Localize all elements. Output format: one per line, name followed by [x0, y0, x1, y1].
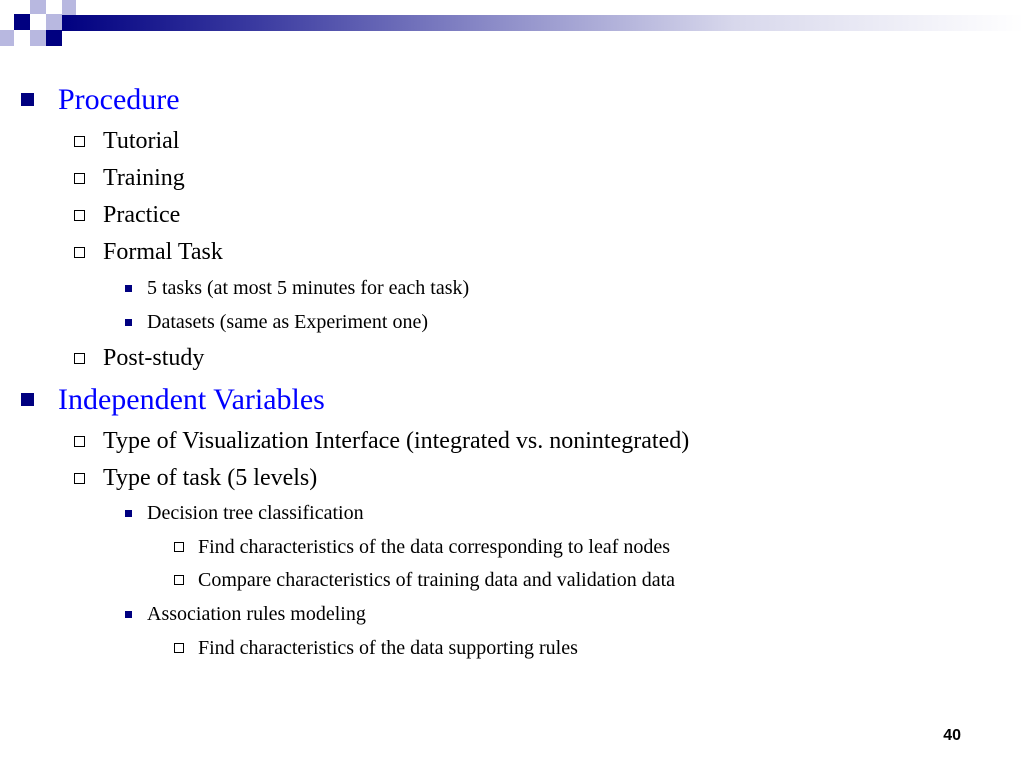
small-filled-square-icon: [125, 319, 132, 326]
small-hollow-square-icon: [174, 542, 184, 552]
filled-square-icon: [21, 93, 34, 106]
list-item-label: Decision tree classification: [147, 502, 364, 524]
small-hollow-square-icon: [174, 575, 184, 585]
list-item-label: Datasets (same as Experiment one): [147, 311, 429, 333]
hollow-square-icon: [74, 247, 85, 258]
list-item-label: Tutorial: [103, 128, 180, 154]
hollow-square-icon: [74, 353, 85, 364]
list-item-label: Compare characteristics of training data and validation data: [198, 569, 676, 591]
hollow-square-icon: [74, 473, 85, 484]
hollow-square-icon: [74, 173, 85, 184]
list-item-label: Training: [103, 165, 185, 191]
hollow-square-icon: [74, 210, 85, 221]
list-item-label: Type of task (5 levels): [103, 465, 318, 491]
list-item-label: Find characteristics of the data corresponding to leaf nodes: [198, 536, 671, 558]
heading-text: Procedure: [58, 83, 180, 116]
list-item-label: Type of Visualization Interface (integrated vs. nonintegrated): [103, 428, 690, 454]
small-filled-square-icon: [125, 611, 132, 618]
hollow-square-icon: [74, 136, 85, 147]
small-hollow-square-icon: [174, 643, 184, 653]
list-item-label: Post-study: [103, 345, 205, 371]
small-filled-square-icon: [125, 510, 132, 517]
filled-square-icon: [21, 393, 34, 406]
list-item-label: 5 tasks (at most 5 minutes for each task): [147, 277, 470, 299]
list-item-label: Find characteristics of the data supporting rules: [198, 637, 578, 659]
heading-text: Independent Variables: [58, 383, 325, 416]
hollow-square-icon: [74, 436, 85, 447]
list-item-label: Formal Task: [103, 239, 223, 265]
list-item-label: Practice: [103, 202, 181, 228]
list-item-label: Association rules modeling: [147, 603, 366, 625]
small-filled-square-icon: [125, 285, 132, 292]
slide-page-number: 40: [943, 727, 961, 744]
